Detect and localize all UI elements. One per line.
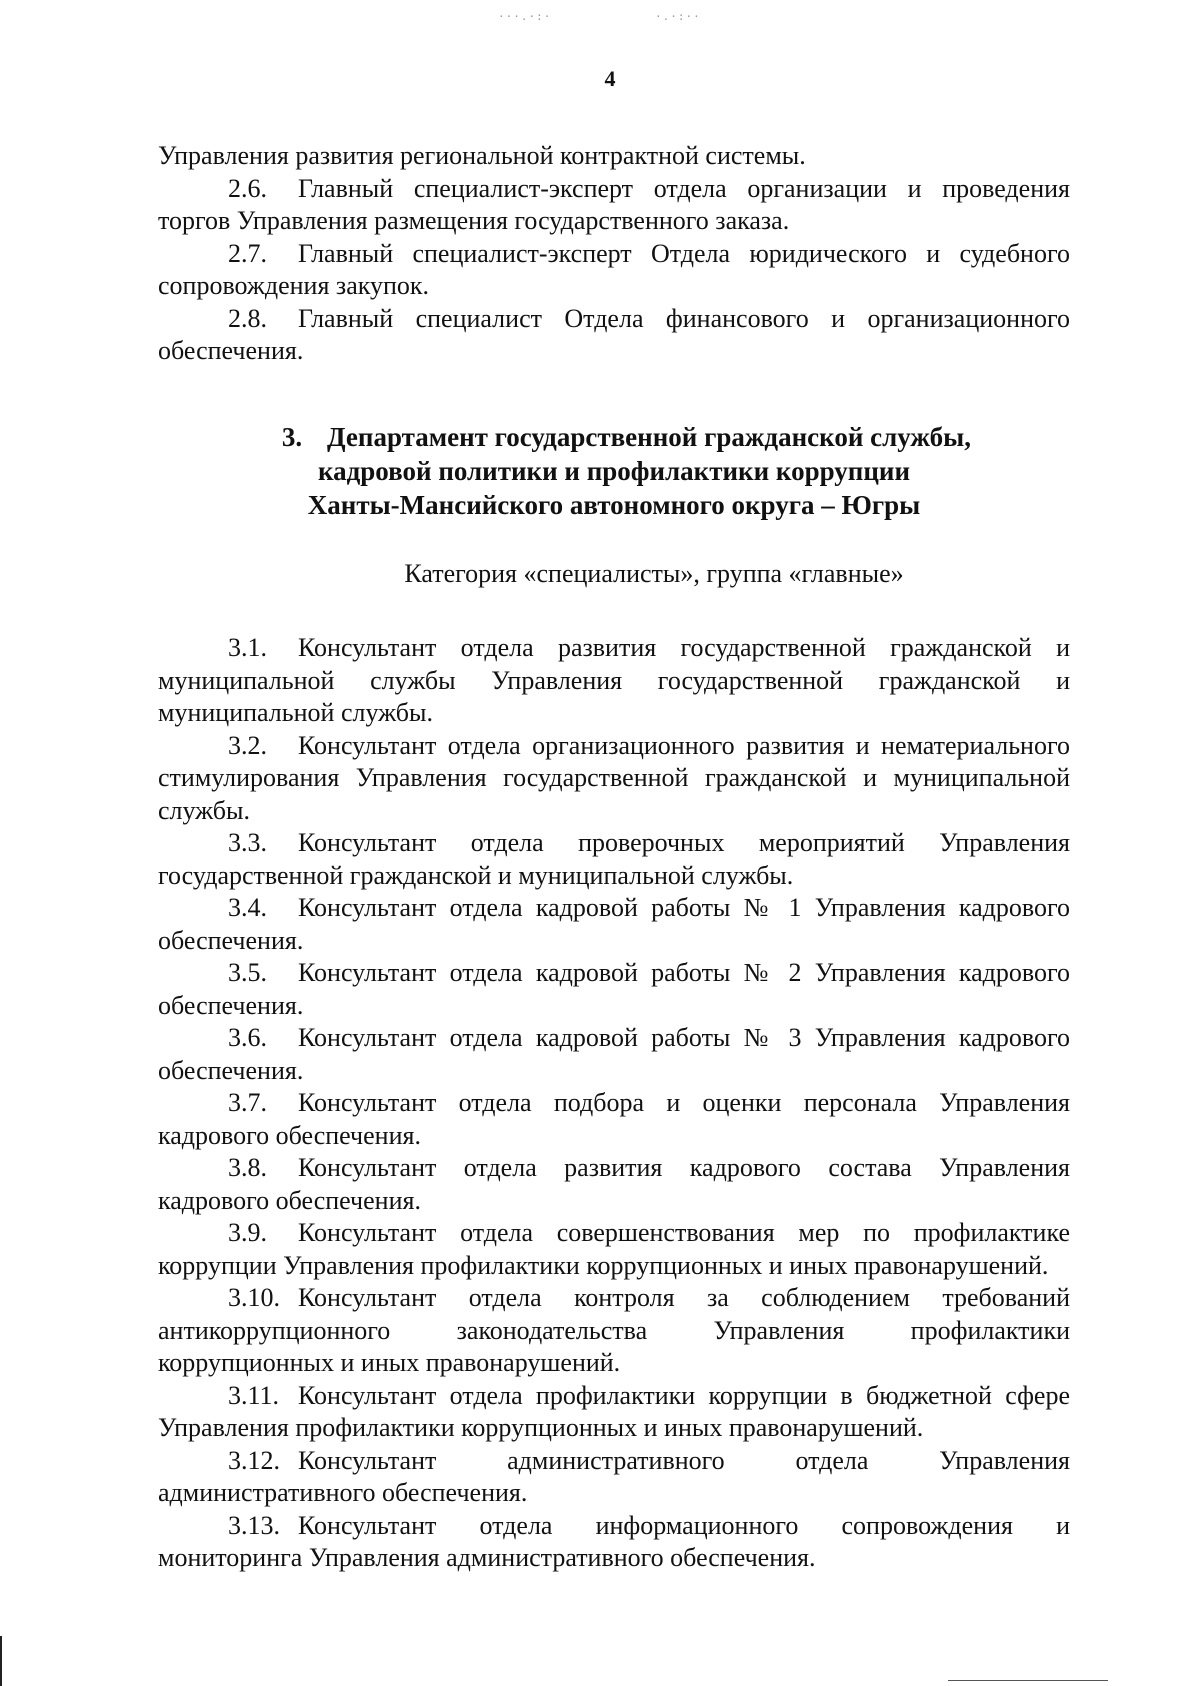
list-item [158,1510,1070,1575]
item-number: 2.7. [228,238,267,268]
item-number: 3.9. [228,1218,267,1247]
list-item [158,238,1070,303]
section-heading [158,420,1070,522]
item-text: Консультант административного отдела Управления административного обеспечения. [158,1445,1070,1507]
item-text: Консультант отдела информационного сопровождения и мониторинга Управления административного обеспечения. [158,1510,1070,1572]
item-text: Консультант отдела контроля за соблюдением требований антикоррупционного законодательства Управления профилактики коррупционных и иных правонарушений. [158,1283,1070,1377]
item-text: Консультант отдела развития государственной гражданской и муниципальной службы Управления государственной гражданской и муниципальной службы. [158,633,1070,727]
list-item [158,827,1070,892]
scan-bottom-rule [948,1680,1108,1681]
list-item [158,1282,1070,1380]
list-item [158,173,1070,238]
item-text: Консультант отдела совершенствования мер по профилактике коррупции Управления профилактики коррупционных и иных правонарушений. [158,1218,1070,1280]
list-item [158,1445,1070,1510]
item-text: Консультант отдела организационного развития и нематериального стимулирования Управления государственной гражданской и муниципальной службы. [158,730,1070,825]
item-number: 3.8. [228,1153,267,1182]
scan-artifact: ·.·:·· [655,10,701,23]
document-body [158,140,1070,1575]
list-item [158,957,1070,1022]
list-item [158,1380,1070,1445]
section-title-line3: Ханты-Мансийского автономного округа – Югры [307,489,921,520]
intro-line: Управления развития региональной контрактной системы. [158,141,806,170]
section-3-items [158,632,1070,1575]
item-text: Главный специалист Отдела финансового и организационного обеспечения. [158,303,1070,365]
scan-edge-mark [0,1636,2,1686]
list-item [158,1217,1070,1282]
item-text: Консультант отдела кадровой работы № 1 Управления кадрового обеспечения. [158,893,1070,955]
item-text: Главный специалист-эксперт отдела организации и проведения торгов Управления размещения государственного заказа. [158,173,1070,235]
item-number: 3.6. [228,1023,267,1052]
item-number: 3.4. [228,893,267,922]
list-item [158,1022,1070,1087]
item-text: Консультант отдела подбора и оценки персонала Управления кадрового обеспечения. [158,1088,1070,1150]
item-text: Консультант отдела кадровой работы № 2 Управления кадрового обеспечения. [158,958,1070,1020]
page-number: 4 [604,66,616,91]
item-text: Консультант отдела развития кадрового состава Управления кадрового обеспечения. [158,1153,1070,1215]
section-title-line1: Департамент государственной гражданской службы, [327,421,971,452]
list-item [158,1152,1070,1217]
item-number: 3.2. [228,730,267,760]
item-number: 3.3. [228,828,267,857]
list-item [158,892,1070,957]
list-item [158,1087,1070,1152]
item-text: Консультант отдела профилактики коррупции в бюджетной сфере Управления профилактики коррупционных и иных правонарушений. [158,1380,1070,1442]
item-number: 3.12. [228,1445,280,1475]
section-title-line2: кадровой политики и профилактики коррупции [317,455,911,486]
item-number: 2.8. [228,303,267,333]
item-number: 3.5. [228,958,267,987]
list-item [158,632,1070,730]
item-text: Консультант отдела кадровой работы № 3 Управления кадрового обеспечения. [158,1023,1070,1085]
category-line: Категория «специалисты», группа «главные» [404,558,904,588]
item-number: 3.1. [228,633,267,662]
item-text: Главный специалист-эксперт Отдела юридического и судебного сопровождения закупок. [158,238,1070,300]
item-number: 3.10. [228,1283,280,1312]
item-text: Консультант отдела проверочных мероприятий Управления государственной гражданской и муниципальной службы. [158,828,1070,890]
section-number: 3. [281,421,303,452]
section-2-items [158,173,1070,368]
item-number: 2.6. [228,173,267,203]
list-item [158,303,1070,368]
scan-artifact: ···.·:· [498,10,552,23]
item-number: 3.7. [228,1088,267,1117]
item-number: 3.11. [228,1380,280,1410]
list-item [158,730,1070,828]
item-number: 3.13. [228,1510,280,1540]
